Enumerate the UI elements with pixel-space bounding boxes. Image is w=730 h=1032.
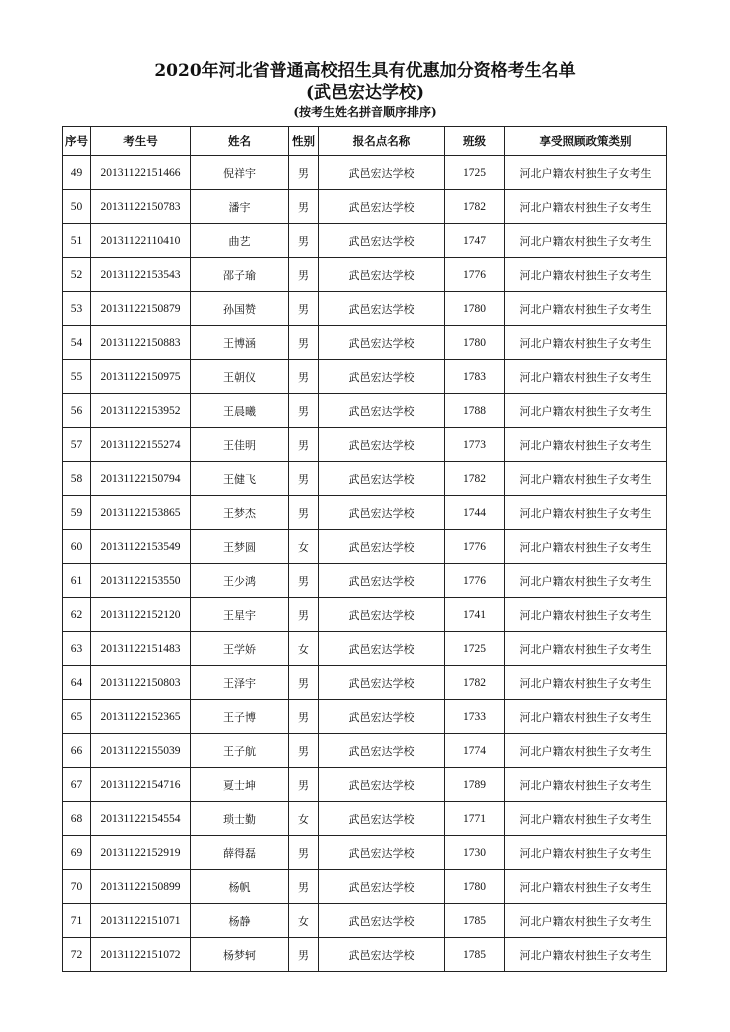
cell-candidate-id: 20131122150975 <box>91 360 191 394</box>
cell-index: 69 <box>63 836 91 870</box>
cell-registration-site: 武邑宏达学校 <box>319 904 445 938</box>
table-row <box>63 258 667 292</box>
cell-candidate-id: 20131122152365 <box>91 700 191 734</box>
cell-registration-site: 武邑宏达学校 <box>319 564 445 598</box>
cell-gender: 男 <box>289 666 319 700</box>
cell-candidate-id: 20131122154554 <box>91 802 191 836</box>
cell-class: 1776 <box>445 530 505 564</box>
table-row <box>63 768 667 802</box>
cell-candidate-id: 20131122150883 <box>91 326 191 360</box>
cell-policy-category: 河北户籍农村独生子女考生 <box>505 564 667 598</box>
cell-policy-category: 河北户籍农村独生子女考生 <box>505 292 667 326</box>
header-name: 姓名 <box>191 127 289 156</box>
table-row <box>63 632 667 666</box>
cell-name: 王学娇 <box>191 632 289 666</box>
cell-candidate-id: 20131122153865 <box>91 496 191 530</box>
cell-policy-category: 河北户籍农村独生子女考生 <box>505 904 667 938</box>
cell-gender: 女 <box>289 904 319 938</box>
cell-policy-category: 河北户籍农村独生子女考生 <box>505 632 667 666</box>
cell-name: 邵子瑜 <box>191 258 289 292</box>
cell-gender: 男 <box>289 734 319 768</box>
cell-policy-category: 河北户籍农村独生子女考生 <box>505 496 667 530</box>
cell-candidate-id: 20131122153550 <box>91 564 191 598</box>
cell-name: 杨梦轲 <box>191 938 289 972</box>
cell-registration-site: 武邑宏达学校 <box>319 428 445 462</box>
cell-class: 1780 <box>445 292 505 326</box>
cell-gender: 男 <box>289 462 319 496</box>
header-index: 序号 <box>63 127 91 156</box>
table-header-row <box>63 127 667 156</box>
table-body <box>63 156 667 972</box>
cell-candidate-id: 20131122150803 <box>91 666 191 700</box>
cell-name: 琐士勤 <box>191 802 289 836</box>
cell-index: 51 <box>63 224 91 258</box>
sort-note: (按考生姓名拼音顺序排序) <box>293 105 437 119</box>
cell-index: 53 <box>63 292 91 326</box>
cell-candidate-id: 20131122150794 <box>91 462 191 496</box>
cell-name: 潘宇 <box>191 190 289 224</box>
cell-name: 王博涵 <box>191 326 289 360</box>
cell-index: 52 <box>63 258 91 292</box>
cell-index: 50 <box>63 190 91 224</box>
cell-name: 孙国赞 <box>191 292 289 326</box>
cell-gender: 男 <box>289 768 319 802</box>
cell-name: 王梦杰 <box>191 496 289 530</box>
cell-policy-category: 河北户籍农村独生子女考生 <box>505 394 667 428</box>
cell-class: 1744 <box>445 496 505 530</box>
table-row <box>63 564 667 598</box>
cell-policy-category: 河北户籍农村独生子女考生 <box>505 598 667 632</box>
cell-policy-category: 河北户籍农村独生子女考生 <box>505 700 667 734</box>
cell-policy-category: 河北户籍农村独生子女考生 <box>505 530 667 564</box>
cell-class: 1771 <box>445 802 505 836</box>
cell-registration-site: 武邑宏达学校 <box>319 156 445 190</box>
cell-candidate-id: 20131122154716 <box>91 768 191 802</box>
cell-index: 58 <box>63 462 91 496</box>
cell-candidate-id: 20131122153543 <box>91 258 191 292</box>
cell-gender: 男 <box>289 598 319 632</box>
cell-registration-site: 武邑宏达学校 <box>319 666 445 700</box>
cell-class: 1776 <box>445 564 505 598</box>
cell-name: 王子航 <box>191 734 289 768</box>
cell-index: 62 <box>63 598 91 632</box>
cell-gender: 男 <box>289 190 319 224</box>
document-title: 2020年河北省普通高校招生具有优惠加分资格考生名单 <box>154 61 576 81</box>
cell-registration-site: 武邑宏达学校 <box>319 734 445 768</box>
cell-policy-category: 河北户籍农村独生子女考生 <box>505 870 667 904</box>
cell-candidate-id: 20131122152120 <box>91 598 191 632</box>
header-policy-category: 享受照顾政策类别 <box>505 127 667 156</box>
cell-policy-category: 河北户籍农村独生子女考生 <box>505 326 667 360</box>
header-registration-site: 报名点名称 <box>319 127 445 156</box>
cell-policy-category: 河北户籍农村独生子女考生 <box>505 802 667 836</box>
cell-name: 王星宇 <box>191 598 289 632</box>
cell-policy-category: 河北户籍农村独生子女考生 <box>505 428 667 462</box>
cell-candidate-id: 20131122155274 <box>91 428 191 462</box>
table-row <box>63 802 667 836</box>
cell-index: 54 <box>63 326 91 360</box>
cell-index: 49 <box>63 156 91 190</box>
cell-registration-site: 武邑宏达学校 <box>319 938 445 972</box>
table-row <box>63 462 667 496</box>
cell-name: 杨帆 <box>191 870 289 904</box>
table-row <box>63 326 667 360</box>
table-row <box>63 734 667 768</box>
cell-index: 63 <box>63 632 91 666</box>
table-row <box>63 530 667 564</box>
cell-class: 1776 <box>445 258 505 292</box>
cell-class: 1774 <box>445 734 505 768</box>
table-row <box>63 700 667 734</box>
cell-index: 56 <box>63 394 91 428</box>
cell-index: 71 <box>63 904 91 938</box>
cell-registration-site: 武邑宏达学校 <box>319 190 445 224</box>
cell-name: 王晨曦 <box>191 394 289 428</box>
cell-gender: 男 <box>289 156 319 190</box>
cell-index: 72 <box>63 938 91 972</box>
cell-class: 1789 <box>445 768 505 802</box>
cell-policy-category: 河北户籍农村独生子女考生 <box>505 258 667 292</box>
cell-candidate-id: 20131122153549 <box>91 530 191 564</box>
cell-name: 薛得磊 <box>191 836 289 870</box>
cell-policy-category: 河北户籍农村独生子女考生 <box>505 734 667 768</box>
cell-candidate-id: 20131122155039 <box>91 734 191 768</box>
cell-name: 王少鸿 <box>191 564 289 598</box>
cell-class: 1782 <box>445 462 505 496</box>
cell-gender: 女 <box>289 632 319 666</box>
cell-class: 1780 <box>445 326 505 360</box>
cell-gender: 男 <box>289 224 319 258</box>
cell-registration-site: 武邑宏达学校 <box>319 462 445 496</box>
cell-gender: 男 <box>289 428 319 462</box>
table-row <box>63 394 667 428</box>
table-row <box>63 598 667 632</box>
cell-policy-category: 河北户籍农村独生子女考生 <box>505 768 667 802</box>
cell-gender: 男 <box>289 564 319 598</box>
table-row <box>63 836 667 870</box>
cell-registration-site: 武邑宏达学校 <box>319 496 445 530</box>
cell-index: 67 <box>63 768 91 802</box>
cell-class: 1725 <box>445 632 505 666</box>
cell-candidate-id: 20131122151071 <box>91 904 191 938</box>
cell-registration-site: 武邑宏达学校 <box>319 292 445 326</box>
cell-gender: 男 <box>289 360 319 394</box>
cell-registration-site: 武邑宏达学校 <box>319 394 445 428</box>
table-row <box>63 360 667 394</box>
cell-gender: 男 <box>289 496 319 530</box>
cell-gender: 男 <box>289 836 319 870</box>
cell-name: 杨静 <box>191 904 289 938</box>
cell-gender: 男 <box>289 258 319 292</box>
cell-name: 王佳明 <box>191 428 289 462</box>
cell-index: 68 <box>63 802 91 836</box>
cell-policy-category: 河北户籍农村独生子女考生 <box>505 836 667 870</box>
cell-candidate-id: 20131122152919 <box>91 836 191 870</box>
cell-name: 王泽宇 <box>191 666 289 700</box>
table-row <box>63 224 667 258</box>
cell-policy-category: 河北户籍农村独生子女考生 <box>505 224 667 258</box>
cell-registration-site: 武邑宏达学校 <box>319 598 445 632</box>
cell-name: 倪祥宇 <box>191 156 289 190</box>
cell-gender: 男 <box>289 700 319 734</box>
cell-index: 65 <box>63 700 91 734</box>
cell-policy-category: 河北户籍农村独生子女考生 <box>505 190 667 224</box>
table-row <box>63 496 667 530</box>
cell-index: 59 <box>63 496 91 530</box>
cell-candidate-id: 20131122110410 <box>91 224 191 258</box>
cell-candidate-id: 20131122151466 <box>91 156 191 190</box>
cell-name: 王梦圆 <box>191 530 289 564</box>
cell-class: 1733 <box>445 700 505 734</box>
cell-policy-category: 河北户籍农村独生子女考生 <box>505 666 667 700</box>
cell-index: 64 <box>63 666 91 700</box>
cell-registration-site: 武邑宏达学校 <box>319 360 445 394</box>
header-gender: 性别 <box>289 127 319 156</box>
cell-name: 王子博 <box>191 700 289 734</box>
table-row <box>63 870 667 904</box>
table-row <box>63 428 667 462</box>
cell-class: 1730 <box>445 836 505 870</box>
cell-gender: 女 <box>289 802 319 836</box>
cell-name: 王健飞 <box>191 462 289 496</box>
cell-registration-site: 武邑宏达学校 <box>319 700 445 734</box>
cell-index: 70 <box>63 870 91 904</box>
cell-class: 1782 <box>445 190 505 224</box>
cell-gender: 男 <box>289 292 319 326</box>
cell-index: 61 <box>63 564 91 598</box>
header-candidate-id: 考生号 <box>91 127 191 156</box>
cell-class: 1783 <box>445 360 505 394</box>
table-row <box>63 190 667 224</box>
table-row <box>63 666 667 700</box>
cell-gender: 男 <box>289 394 319 428</box>
candidate-table <box>62 126 667 972</box>
table-row <box>63 938 667 972</box>
cell-name: 王朝仪 <box>191 360 289 394</box>
cell-policy-category: 河北户籍农村独生子女考生 <box>505 156 667 190</box>
cell-candidate-id: 20131122151483 <box>91 632 191 666</box>
cell-index: 66 <box>63 734 91 768</box>
table-row <box>63 904 667 938</box>
cell-registration-site: 武邑宏达学校 <box>319 836 445 870</box>
cell-class: 1785 <box>445 904 505 938</box>
cell-class: 1747 <box>445 224 505 258</box>
cell-candidate-id: 20131122150783 <box>91 190 191 224</box>
cell-registration-site: 武邑宏达学校 <box>319 326 445 360</box>
cell-gender: 女 <box>289 530 319 564</box>
cell-index: 55 <box>63 360 91 394</box>
cell-gender: 男 <box>289 326 319 360</box>
cell-registration-site: 武邑宏达学校 <box>319 870 445 904</box>
cell-candidate-id: 20131122151072 <box>91 938 191 972</box>
cell-candidate-id: 20131122153952 <box>91 394 191 428</box>
cell-class: 1725 <box>445 156 505 190</box>
cell-candidate-id: 20131122150879 <box>91 292 191 326</box>
cell-name: 曲艺 <box>191 224 289 258</box>
cell-gender: 男 <box>289 870 319 904</box>
cell-class: 1780 <box>445 870 505 904</box>
cell-name: 夏士坤 <box>191 768 289 802</box>
cell-registration-site: 武邑宏达学校 <box>319 802 445 836</box>
cell-index: 57 <box>63 428 91 462</box>
cell-index: 60 <box>63 530 91 564</box>
cell-policy-category: 河北户籍农村独生子女考生 <box>505 462 667 496</box>
cell-gender: 男 <box>289 938 319 972</box>
cell-policy-category: 河北户籍农村独生子女考生 <box>505 360 667 394</box>
cell-class: 1788 <box>445 394 505 428</box>
header-class: 班级 <box>445 127 505 156</box>
table-row <box>63 156 667 190</box>
cell-registration-site: 武邑宏达学校 <box>319 258 445 292</box>
cell-registration-site: 武邑宏达学校 <box>319 768 445 802</box>
cell-candidate-id: 20131122150899 <box>91 870 191 904</box>
cell-class: 1741 <box>445 598 505 632</box>
cell-registration-site: 武邑宏达学校 <box>319 224 445 258</box>
cell-class: 1773 <box>445 428 505 462</box>
cell-policy-category: 河北户籍农村独生子女考生 <box>505 938 667 972</box>
cell-class: 1782 <box>445 666 505 700</box>
table-row <box>63 292 667 326</box>
document-subtitle: (武邑宏达学校) <box>305 83 425 103</box>
cell-registration-site: 武邑宏达学校 <box>319 632 445 666</box>
cell-class: 1785 <box>445 938 505 972</box>
cell-registration-site: 武邑宏达学校 <box>319 530 445 564</box>
